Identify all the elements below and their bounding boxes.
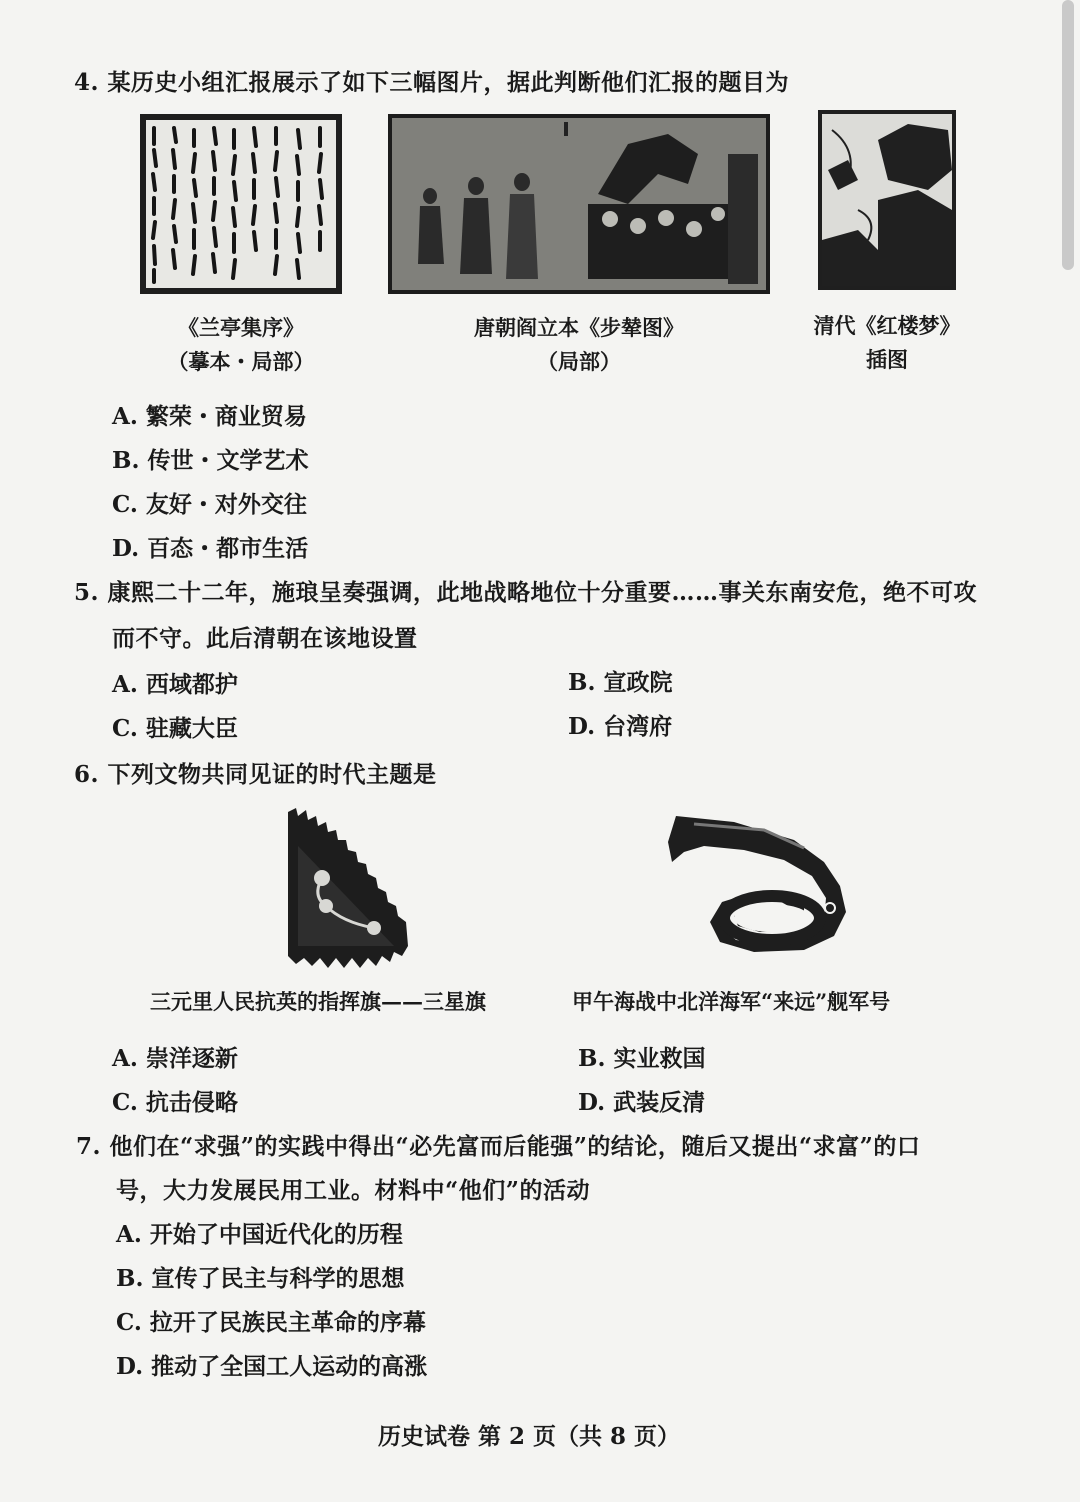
bugle-image [664,812,854,954]
q6-caption-1: 三元里人民抗英的指挥旗——三星旗 [150,989,486,1014]
q5-stem-line1: 5. 康熙二十二年，施琅呈奏强调，此地战略地位十分重要……事关东南安危，绝不可攻 [74,579,978,606]
q6-option-b[interactable]: B. 实业救国 [578,1045,706,1072]
q5-option-d[interactable]: D. 台湾府 [568,713,673,740]
scrollbar[interactable] [1062,0,1074,270]
q4-caption-2-line2: （局部） [537,349,621,374]
q4-caption-1-line2: （摹本・局部） [167,349,315,374]
q4-caption-3-line2: 插图 [866,347,908,372]
q7-stem-line1: 7. 他们在“求强”的实践中得出“必先富而后能强”的结论，随后又提出“求富”的口 [76,1133,921,1160]
q7-option-a[interactable]: A. 开始了中国近代化的历程 [116,1221,403,1248]
novel-illustration-image [818,110,956,290]
q6-stem: 6. 下列文物共同见证的时代主题是 [74,761,437,788]
q4-option-d[interactable]: D. 百态・都市生活 [112,535,309,562]
q6-caption-2: 甲午海战中北洋海军“来远”舰军号 [572,989,891,1014]
q4-caption-3-line1: 清代《红楼梦》 [813,313,961,338]
page-footer: 历史试卷 第 2 页（共 8 页） [378,1423,681,1450]
q5-option-a[interactable]: A. 西域都护 [112,671,238,698]
q7-stem-line2: 号，大力发展民用工业。材料中“他们”的活动 [116,1177,590,1204]
q4-option-b[interactable]: B. 传世・文学艺术 [112,447,309,474]
q6-option-c[interactable]: C. 抗击侵略 [112,1089,238,1116]
q7-option-c[interactable]: C. 拉开了民族民主革命的序幕 [116,1309,426,1336]
q5-stem-line2: 而不守。此后清朝在该地设置 [112,625,418,652]
q5-option-c[interactable]: C. 驻藏大臣 [112,715,238,742]
q4-caption-1-line1: 《兰亭集序》 [178,315,304,340]
q6-option-d[interactable]: D. 武装反清 [578,1089,706,1116]
q4-option-a[interactable]: A. 繁荣・商业贸易 [112,403,307,430]
painting-procession-image [388,114,770,294]
q7-option-d[interactable]: D. 推动了全国工人运动的高涨 [116,1353,428,1380]
q4-stem: 4. 某历史小组汇报展示了如下三幅图片，据此判断他们汇报的题目为 [74,69,790,96]
three-star-flag-image [282,806,412,970]
q7-option-b[interactable]: B. 宣传了民主与科学的思想 [116,1265,405,1292]
q4-option-c[interactable]: C. 友好・对外交往 [112,491,307,518]
q6-option-a[interactable]: A. 崇洋逐新 [112,1045,238,1072]
q5-option-b[interactable]: B. 宣政院 [568,669,673,696]
calligraphy-scroll-image [140,114,342,294]
q4-caption-2-line1: 唐朝阎立本《步辇图》 [474,315,684,340]
